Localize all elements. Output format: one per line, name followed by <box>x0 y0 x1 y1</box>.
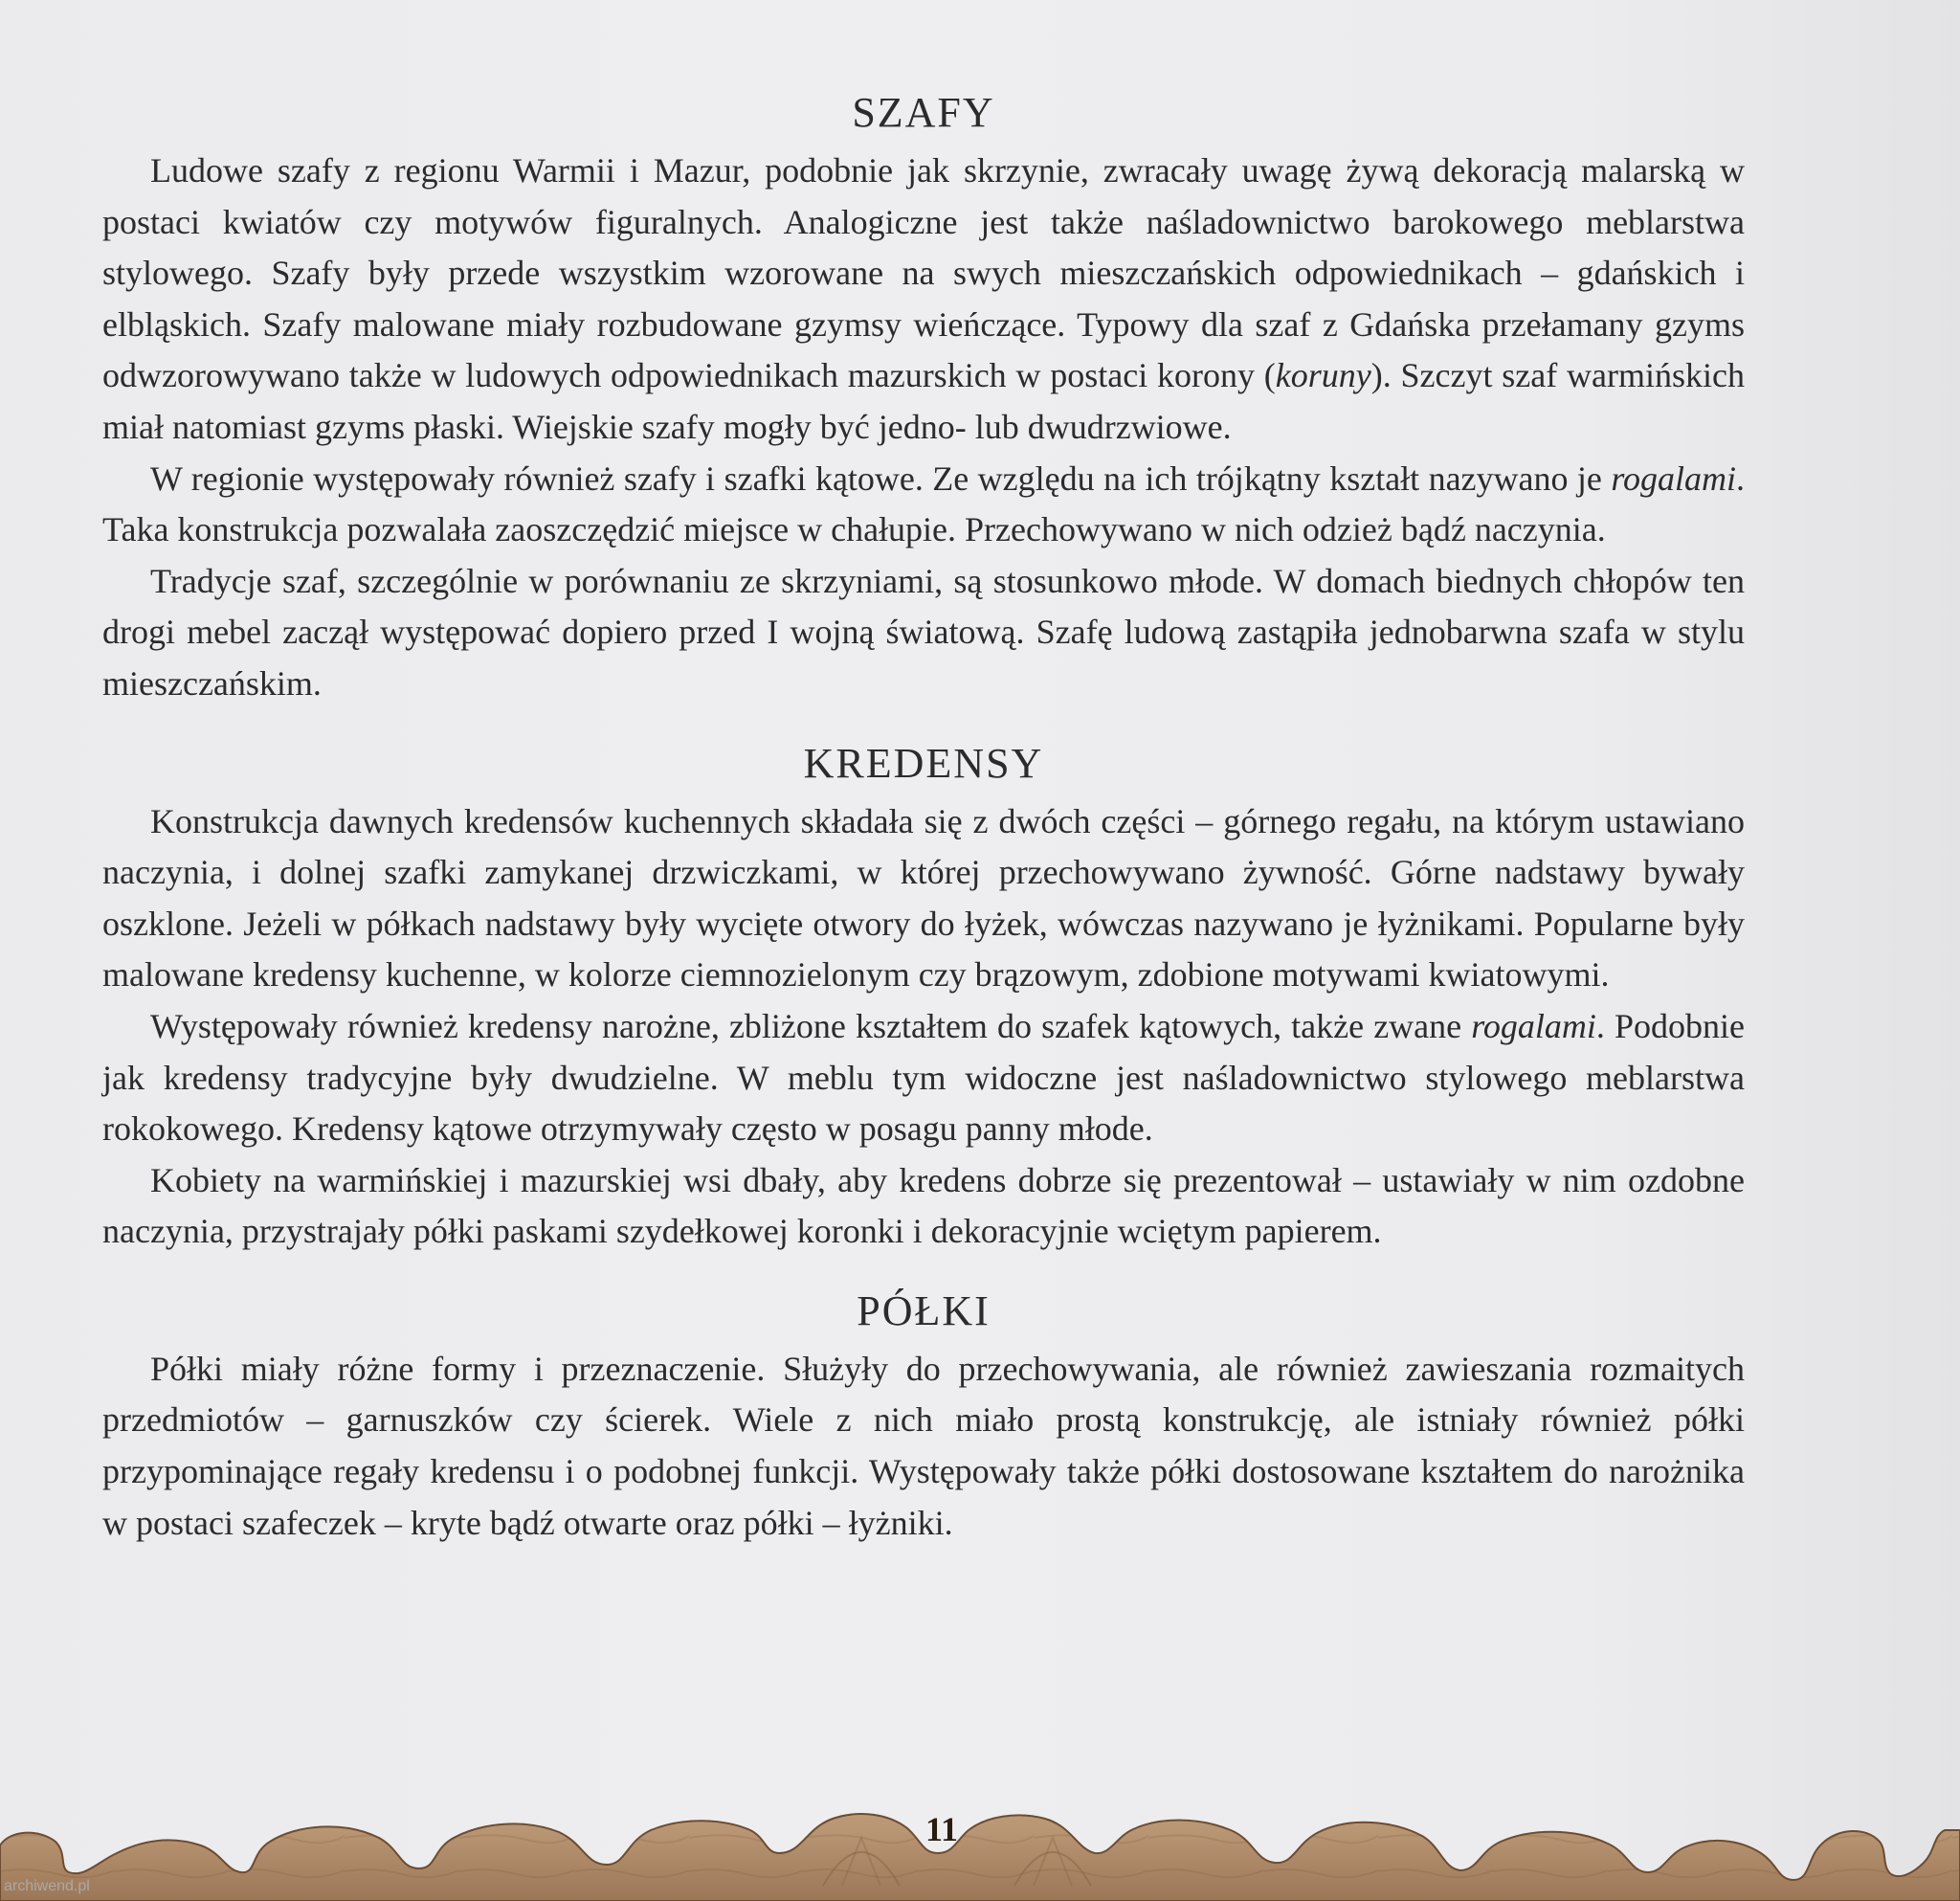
section-gap <box>102 1258 1745 1279</box>
text-run: Tradycje szaf, szczególnie w porównaniu ze skrzyniami, są stosunkowo młode. W domach biednych chłopów ten drogi mebel zaczął występować dopiero przed I wojną światową. Szafę ludową zastąpiła jednobarwna szafa w stylu mieszczańskim. <box>102 561 1745 703</box>
paragraph <box>102 1155 1745 1258</box>
text-run: Konstrukcja dawnych kredensów kuchennych składała się z dwóch części – górnego regału, na którym ustawiano naczynia, i dolnej szafki zamykanej drzwiczkami, w której przechowywano żywność. Górne nadstawy bywały oszklone. Jeżeli w półkach nadstawy były wycięte otwory do łyżek, wówczas nazywano je łyżnikami. Popularne były malowane kredensy kuchenne, w kolorze ciemnozielonym czy brązowym, zdobione motywami kwiatowymi. <box>102 801 1745 995</box>
text-run: ). Szczyt szaf warmińskich miał natomiast gzyms płaski. Wiejskie szafy mogły być jedno- lub dwudrzwiowe. <box>102 356 1745 446</box>
paragraph <box>102 556 1745 710</box>
text-run: Kobiety na warmińskiej i mazurskiej wsi dbały, aby kredens dobrze się prezentował – ustawiały w nim ozdobne naczynia, przystrajały półki paskami szydełkowej koronki i dekoracyjnie wciętym papierem. <box>102 1160 1745 1251</box>
text-run: W regionie występowały również szafy i szafki kątowe. Ze względu na ich trójkątny kształt nazywano je <box>150 458 1612 498</box>
text-run: Występowały również kredensy narożne, zbliżone kształtem do szafek kątowych, także zwane <box>150 1006 1472 1045</box>
wood-border-shape <box>0 1814 1960 1901</box>
paragraph <box>102 145 1745 454</box>
italic-term: rogalami <box>1611 458 1736 498</box>
italic-term: rogalami <box>1471 1006 1596 1045</box>
section-title: KREDENSY <box>803 739 1044 787</box>
paragraph <box>102 796 1745 1001</box>
page-number: 11 <box>924 1810 958 1848</box>
paragraph <box>102 454 1745 556</box>
wooden-ornament-border <box>0 1761 1960 1901</box>
italic-term: koruny <box>1275 356 1371 395</box>
section-gap <box>102 710 1745 731</box>
text-run: . Taka konstrukcja pozwalała zaoszczędzić miejsce w chałupie. Przechowywano w nich odzież bądź naczynia. <box>102 458 1745 549</box>
page-content <box>102 80 1745 1549</box>
watermark-text: archiwend.pl <box>4 1878 90 1894</box>
text-run: Ludowe szafy z regionu Warmii i Mazur, podobnie jak skrzynie, zwracały uwagę żywą dekoracją malarską w postaci kwiatów czy motywów figuralnych. Analogiczne jest także naśladownictwo barokowego meblarstwa stylowego. Szafy były przede wszystkim wzorowane na swych mieszczańskich odpowiednikach – gdańskich i elbląskich. Szafy malowane miały rozbudowane gzymsy wieńczące. Typowy dla szaf z Gdańska przełamany gzyms odwzorowywano także w ludowych odpowiednikach mazurskich w postaci korony ( <box>102 151 1745 395</box>
paragraph <box>102 1344 1745 1549</box>
text-run: . Podobnie jak kredensy tradycyjne były dwudzielne. W meblu tym widoczne jest naśladownictwo stylowego meblarstwa rokokowego. Kredensy kątowe otrzymywały często w posagu panny młode. <box>102 1006 1745 1149</box>
section-title: PÓŁKI <box>857 1286 991 1334</box>
paragraph <box>102 1001 1745 1155</box>
section-title: SZAFY <box>852 89 995 136</box>
text-run: Półki miały różne formy i przeznaczenie. Służyły do przechowywania, ale również zawieszania rozmaitych przedmiotów – garnuszków czy ścierek. Wiele z nich miało prostą konstrukcję, ale istniały również półki przypominające regały kredensu i o podobnej funkcji. Występowały także półki dostosowane kształtem do narożnika w postaci szafeczek – kryte bądź otwarte oraz półki – łyżniki. <box>102 1349 1745 1542</box>
